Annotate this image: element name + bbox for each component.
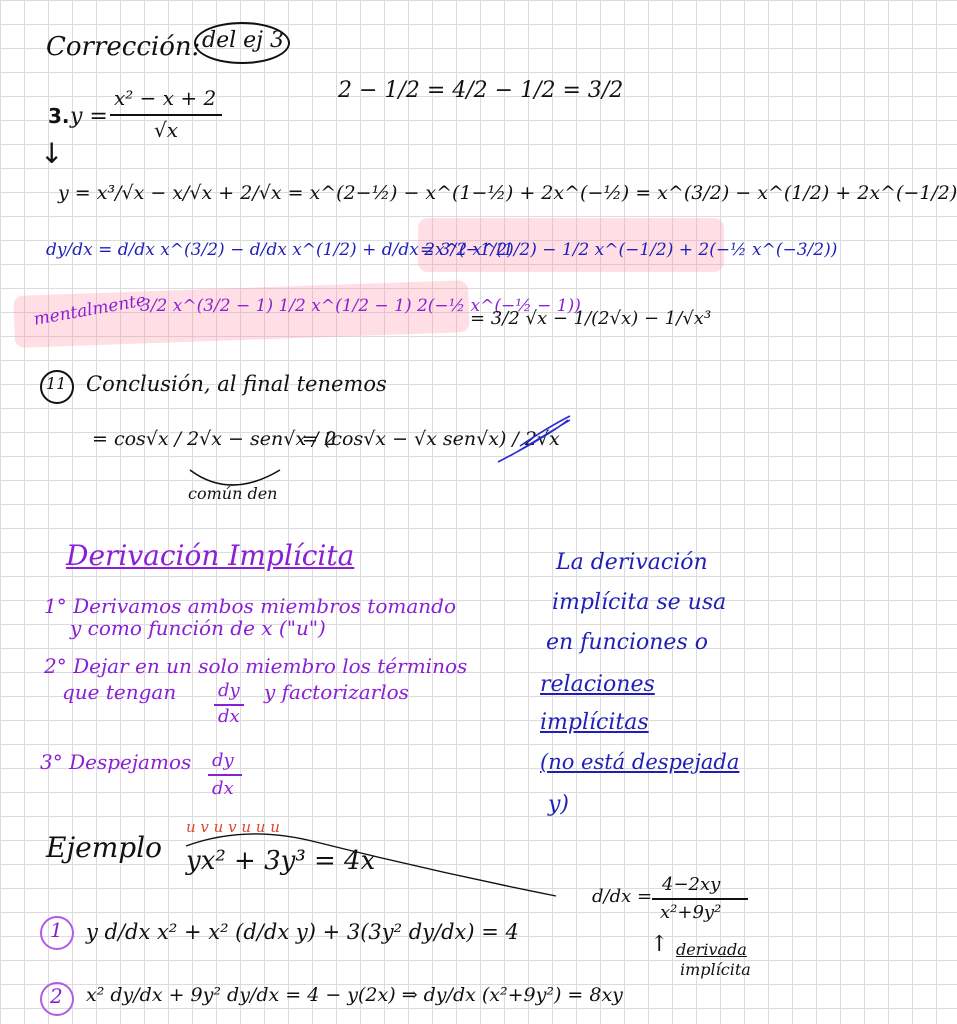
conclusion-text: Conclusión, al final tenemos <box>86 372 387 396</box>
step2-number: 2 <box>50 984 63 1008</box>
definition-line-7: y) <box>548 792 570 817</box>
derivative-lhs: dy/dx = d/dx x^(3/2) − d/dx x^(1/2) + d/dx 2x^(−1/2) <box>46 240 514 260</box>
implicit-step3-dx: dx <box>212 778 234 799</box>
implicit-step2-a: 2° Dejar en un solo miembro los términos <box>44 654 468 678</box>
header-del-ej: del ej 3 <box>202 28 284 53</box>
side-calculation: 2 − 1/2 = 4/2 − 1/2 = 3/2 <box>338 78 624 103</box>
result-numerator: 4−2xy <box>662 874 721 895</box>
implicit-step3-a: 3° Despejamos <box>40 750 192 774</box>
result-arrow-icon: ↑ <box>650 932 669 957</box>
mentalmente-label: mentalmente <box>32 290 148 330</box>
result-denominator: x²+9y² <box>660 902 722 923</box>
down-arrow-icon: ↓ <box>40 137 64 170</box>
conclusion-expr-right: = (cos√x − √x sen√x) / 2√x <box>302 428 560 450</box>
result-lhs: d/dx = <box>592 886 653 907</box>
step1-number: 1 <box>50 918 63 942</box>
example-equation: yx² + 3y³ = 4x <box>186 846 376 876</box>
implicit-step1-a: 1° Derivamos ambos miembros tomando <box>44 594 456 618</box>
implicit-step2-b: que tengan <box>62 680 177 704</box>
step1-expression: y d/dx x² + x² (d/dx y) + 3(3y² dy/dx) = 4 <box>86 920 519 944</box>
rewrite-expression: y = x³/√x − x/√x + 2/√x = x^(2−½) − x^(1−½) + 2x^(−½) = x^(3/2) − x^(1/2) + 2x^(−1/2) <box>58 182 957 204</box>
step2-expression: x² dy/dx + 9y² dy/dx = 4 − y(2x) ⇒ dy/dx (x²+9y²) = 8xy <box>86 984 623 1006</box>
definition-line-2: implícita se usa <box>552 590 727 615</box>
implicit-step2-c: y factorizarlos <box>264 680 409 704</box>
implicit-step2-dx: dx <box>218 706 240 727</box>
problem-numerator: x² − x + 2 <box>114 86 217 110</box>
definition-line-1: La derivación <box>556 550 708 575</box>
implicit-step3-dy: dy <box>212 750 234 771</box>
example-uv-marks: u v u v u u u <box>186 818 280 836</box>
result-note-b: implícita <box>680 960 751 979</box>
problem-lhs: y = <box>70 104 108 129</box>
derivative-rhs: = 3/2 x^(1/2) − 1/2 x^(−1/2) + 2(−½ x^(−3/2)) <box>420 240 838 260</box>
implicit-title: Derivación Implícita <box>66 539 355 572</box>
simplified-result: = 3/2 √x − 1/(2√x) − 1/√x³ <box>470 308 712 329</box>
result-note-a: derivada <box>676 940 747 959</box>
implicit-step2-dy: dy <box>218 680 240 701</box>
example-label: Ejemplo <box>46 831 162 864</box>
problem-denominator: √x <box>154 118 179 142</box>
implicit-step1-b: y como función de x ("u") <box>70 616 326 640</box>
conclusion-marker: 11 <box>46 374 67 393</box>
definition-line-6: (no está despejada <box>540 750 740 774</box>
definition-line-3: en funciones o <box>546 630 708 655</box>
definition-line-5: implícitas <box>540 710 649 735</box>
problem-number: 3. <box>48 104 70 128</box>
definition-line-4: relaciones <box>540 672 655 697</box>
mentalmente-expression: 3/2 x^(3/2 − 1) 1/2 x^(1/2 − 1) 2(−½ x^(−½ − 1)) <box>140 296 581 316</box>
conclusion-expr-left: = cos√x / 2√x − sen√x / 2 <box>92 428 337 450</box>
header-correccion: Corrección: <box>46 32 201 62</box>
conclusion-note: común den <box>188 484 278 503</box>
